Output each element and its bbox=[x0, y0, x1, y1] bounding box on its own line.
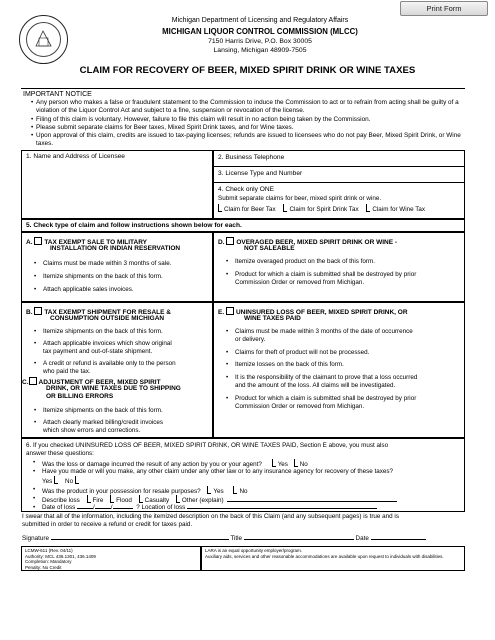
license-type-number-field[interactable] bbox=[213, 166, 465, 183]
casualty-checkbox[interactable] bbox=[139, 495, 143, 503]
section-a: A. TAX EXEMPT SALE TO MILITARY INSTALLATION OR INDIAN RESERVATION • Claims must be made within 3 months of sale. • Itemize shipments on the back of this form. • Attach applicable sales invoices. bbox=[21, 232, 213, 302]
fire-checkbox[interactable] bbox=[87, 495, 91, 503]
business-telephone-field[interactable] bbox=[213, 150, 465, 167]
beer-tax-checkbox[interactable]: Claim for Beer Tax bbox=[218, 206, 276, 213]
date-input[interactable] bbox=[371, 539, 426, 540]
date-year-input[interactable] bbox=[113, 508, 133, 509]
section-6: 6. If you checked UNINSURED LOSS OF BEER, MIXED SPIRIT DRINK, OR WINE TAXES PAID, Section E above, you must also answer these questions: • Was the loss or damage incurred the result of any action by you or your agent? Yes No • Have you made or will you make, any other claim under any other law or to any insurance agency for recovery of these taxes? Yes No • Was the product in your possession for resale purposes? Yes No • Describe loss Fire Flood Casualty Other (explain) • Date of loss / / ? Location of loss bbox=[21, 438, 465, 512]
q6-intro: 6. If you checked UNINSURED LOSS OF BEER, MIXED SPIRIT DRINK, OR WINE TAXES PAID, Section E above, you must also bbox=[26, 442, 389, 449]
notice-item: • Upon approval of this claim, credits are issued to tax-paying licenses; refunds are issued to licensees who do not pay Beer, Mixed Spirit Drink, or Wine taxes. bbox=[31, 132, 461, 147]
section-a-checkbox[interactable] bbox=[34, 237, 42, 245]
wine-tax-checkbox[interactable]: Claim for Wine Tax bbox=[366, 206, 425, 213]
field-5-label: 5. Check type of claim and follow instructions shown below for each. bbox=[26, 222, 242, 229]
commission-name: MICHIGAN LIQUOR CONTROL COMMISSION (MLCC) bbox=[162, 27, 358, 36]
form-title: CLAIM FOR RECOVERY OF BEER, MIXED SPIRIT DRINK OR WINE TAXES bbox=[79, 65, 416, 76]
field-2-label: 2. Business Telephone bbox=[218, 154, 285, 161]
q6-2-yes-checkbox[interactable] bbox=[54, 476, 58, 484]
section-5-header bbox=[21, 219, 465, 232]
equal-opportunity-box: LARA is an equal opportunity employer/program. Auxiliary aids, services and other reasonable accommodations are available upon request to individuals with disabilities. bbox=[201, 546, 465, 571]
form-info-box: LCMW-611 (Rev. 04/11) Authority: MCL 436.1301, 436.1409 Completion: Mandatory Penalty: No Credit bbox=[21, 546, 201, 571]
title-divider bbox=[21, 88, 465, 89]
other-checkbox[interactable] bbox=[176, 495, 180, 503]
swear-statement: I swear that all of the information, including the itemized description on the back of this Claim (and any subsequent pages) is true and is bbox=[22, 513, 399, 520]
spirit-drink-tax-checkbox[interactable]: Claim for Spirit Drink Tax bbox=[283, 206, 358, 213]
flood-checkbox[interactable] bbox=[110, 495, 114, 503]
location-input[interactable] bbox=[187, 508, 377, 509]
q6-3-yes-checkbox[interactable] bbox=[207, 486, 211, 494]
title-input[interactable] bbox=[244, 539, 354, 540]
q6-2-no-checkbox[interactable] bbox=[75, 476, 79, 484]
department-name: Michigan Department of Licensing and Regulatory Affairs bbox=[171, 17, 349, 24]
address-line-1: 7150 Harris Drive, P.O. Box 30005 bbox=[208, 38, 312, 45]
notice-item: • Filing of this claim is voluntary. However, failure to file this claim will result in no action being taken by the Commission. bbox=[31, 116, 371, 123]
q6-1-no-checkbox[interactable] bbox=[294, 459, 298, 467]
licensee-name-address-field[interactable] bbox=[21, 150, 213, 219]
section-b-checkbox[interactable] bbox=[34, 307, 42, 315]
field-4-instruction: Submit separate claims for beer, mixed spirit drink or wine. bbox=[218, 195, 382, 202]
date-month-input[interactable] bbox=[77, 508, 93, 509]
title-label: Title bbox=[230, 535, 243, 542]
field-4-label: 4. Check only ONE bbox=[218, 186, 275, 193]
claim-type-group bbox=[213, 182, 465, 219]
section-e-checkbox[interactable] bbox=[226, 307, 234, 315]
section-d: D. OVERAGED BEER, MIXED SPIRIT DRINK OR WINE - NOT SALEABLE • Itemize overaged product on the back of this form. • Product for which a claim is submitted shall be destroyed by prior Commission Order or removed from Michigan. bbox=[213, 232, 465, 302]
signature-label: Signature bbox=[22, 535, 49, 542]
state-seal-icon bbox=[19, 15, 68, 64]
print-form-button[interactable]: Print Form bbox=[400, 1, 488, 16]
field-1-label: 1. Name and Address of Licensee bbox=[26, 153, 125, 160]
address-line-2: Lansing, Michigan 48909-7505 bbox=[213, 47, 307, 54]
section-e: E. UNINSURED LOSS OF BEER, MIXED SPIRIT DRINK, OR WINE TAXES PAID • Claims must be made within 3 months of the date of occurrence or delivery. • Claims for theft of product will not be processed. • Itemize losses on the back of this form. • It is the responsibility of the claimant to prove that a loss occurred and the amount of the loss. All claims will be investigated. • Product for which a claim is submitted shall be destroyed by prior Commission Order or removed from Michigan. bbox=[213, 302, 465, 438]
section-b-c: B. TAX EXEMPT SHIPMENT FOR RESALE & CONSUMPTION OUTSIDE MICHIGAN • Itemize shipments on the back of this form. • Attach applicable invoices which show original tax payment and out-of-state shipment. • A credit or refund is available only to the person who paid the tax. C. ADJUSTMENT OF BEER, MIXED SPIRIT DRINK, OR WINE TAXES DUE TO SHIPPING OR BILLING ERRORS • Itemize shipments on the back of this form. • Attach clearly marked billing/credit invoices which show errors and corrections. bbox=[21, 302, 213, 438]
explain-input[interactable] bbox=[227, 501, 397, 502]
signature-input[interactable] bbox=[51, 539, 229, 540]
field-3-label: 3. License Type and Number bbox=[218, 170, 303, 177]
date-label: Date bbox=[355, 535, 369, 542]
notice-item: • Any person who makes a false or fraudulent statement to the Commission to induce the Commission to act or to refrain from acting shall be guilty of a violation of the Liquor Control Act and subject to a fine, suspension or revocation of the license. bbox=[31, 99, 459, 114]
q6-3-no-checkbox[interactable] bbox=[233, 486, 237, 494]
date-day-input[interactable] bbox=[95, 508, 111, 509]
q6-1-yes-checkbox[interactable] bbox=[272, 459, 276, 467]
section-c-checkbox[interactable] bbox=[29, 377, 37, 385]
notice-item: • Please submit separate claims for Beer taxes, Mixed Spirit Drink taxes, and for Wine taxes. bbox=[31, 124, 294, 131]
section-d-checkbox[interactable] bbox=[226, 237, 234, 245]
q6-intro-2: answer these questions: bbox=[26, 450, 94, 457]
swear-statement-2: submitted in order to receive a refund or credit for taxes paid. bbox=[22, 521, 193, 528]
notice-heading: IMPORTANT NOTICE bbox=[23, 91, 92, 98]
